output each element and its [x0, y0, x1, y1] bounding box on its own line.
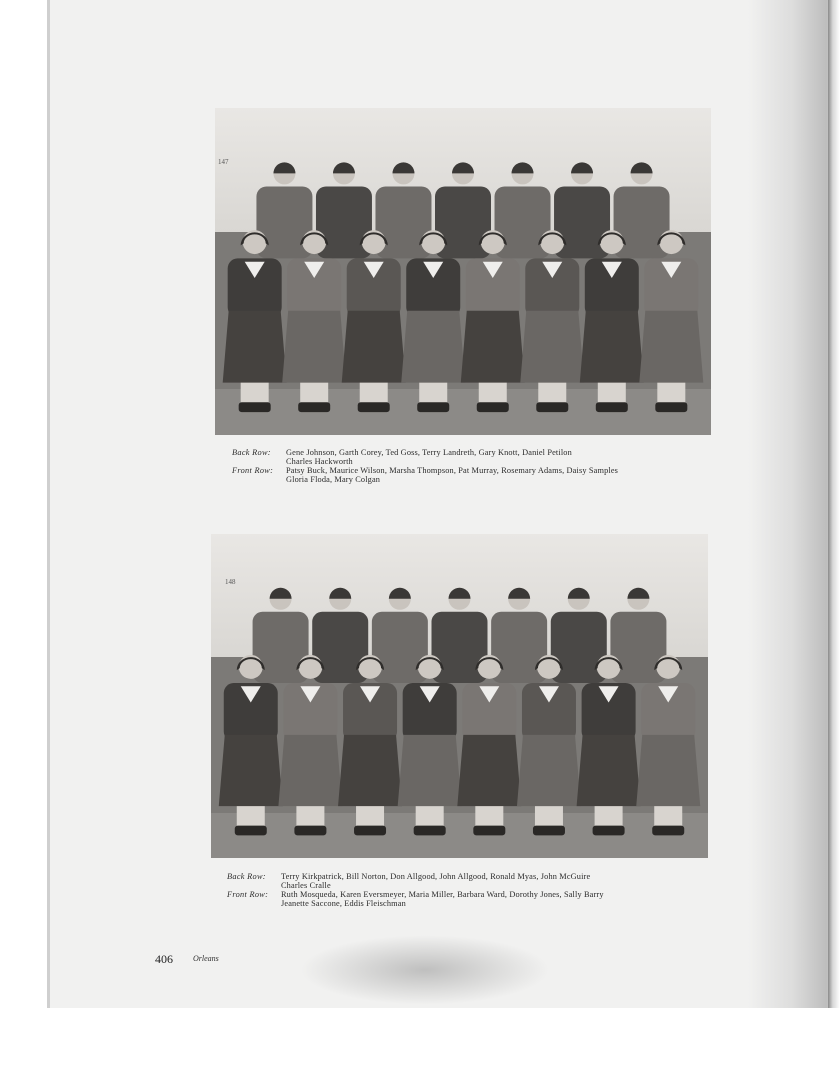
back-row-label: Back Row: [227, 872, 266, 881]
page-edge [828, 0, 840, 1008]
back-row-label: Back Row: [232, 448, 271, 457]
front-row-names: Ruth Mosqueda, Karen Eversmeyer, Maria Miller, Barbara Ward, Dorothy Jones, Sally Barry Jeanette Saccone, Eddis Fleischman [281, 890, 604, 908]
caption-back-row [232, 448, 702, 466]
photo-number: 147 [218, 158, 229, 166]
caption-front-row [227, 890, 697, 908]
class-photo-1 [215, 108, 711, 435]
photo-figures [215, 108, 711, 435]
page-footer-title: Orleans [193, 954, 219, 963]
caption-photo-2 [227, 872, 697, 908]
caption-photo-1 [232, 448, 702, 484]
front-row-label: Front Row: [227, 890, 269, 899]
caption-front-row [232, 466, 702, 484]
scan-smudge [300, 935, 550, 1005]
page-fold [47, 0, 50, 1008]
front-row-label: Front Row: [232, 466, 274, 475]
caption-back-row [227, 872, 697, 890]
back-row-names: Gene Johnson, Garth Corey, Ted Goss, Terry Landreth, Gary Knott, Daniel Petilon Charles Hackworth [286, 448, 572, 466]
photo-number: 148 [225, 578, 236, 586]
photo-figures [211, 534, 708, 858]
page-shadow [748, 0, 828, 1008]
page-number: 406 [155, 952, 173, 966]
front-row-names: Patsy Buck, Maurice Wilson, Marsha Thompson, Pat Murray, Rosemary Adams, Daisy Samples Gloria Floda, Mary Colgan [286, 466, 619, 484]
back-row-names: Terry Kirkpatrick, Bill Norton, Don Allgood, John Allgood, Ronald Myas, John McGuire Charles Cralle [281, 872, 591, 890]
class-photo-2 [211, 534, 708, 858]
